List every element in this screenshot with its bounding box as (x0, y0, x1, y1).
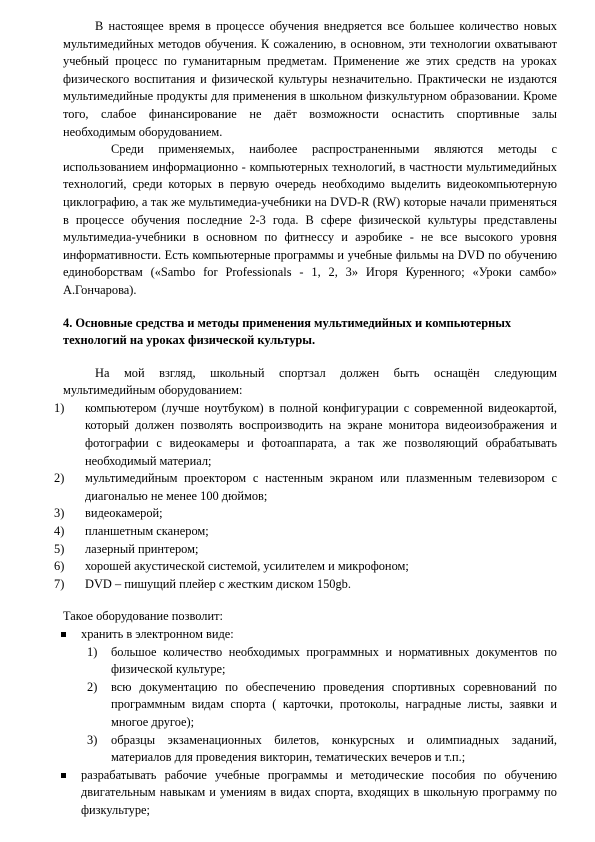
list-item-text: лазерный принтером; (85, 541, 199, 556)
intro-paragraph-1: В настоящее время в процессе обучения внедряется все большее количество новых мультимедийных методов обучения. К сожалению, в основном, эти технологии охватывают учебный процесс по гуманитарным предметам. Применение же этих средств на уроках физического воспитания и физической культуры незначительно. Практически не издаются мультимедийные продукты для применения в школьном физкультурном образовании. Кроме того, слабое финансирование не даёт возможности оснастить спортивные залы необходимым оборудованием. (63, 19, 557, 139)
list-item-text: DVD – пишущий плейер с жестким диском 150gb. (85, 576, 351, 591)
sublist-item (87, 732, 557, 767)
list-item-text: мультимедийным проектором с настенным экраном или плазменным телевизором с диагональю не менее 100 дюймов; (85, 471, 557, 503)
list-item (54, 505, 557, 523)
sublist-item-number: 1) (87, 644, 98, 659)
sublist-item-text: большое количество необходимых программных и нормативных документов по физической культуре; (111, 644, 557, 677)
sublist-item-text: образцы экзаменационных билетов, конкурсных и олимпиадных заданий, материалов для проведения викторин, тематических вечеров и т.п.; (111, 732, 557, 765)
list-item (54, 576, 557, 594)
bullet-text: разрабатывать рабочие учебные программы и методические пособия по обучению двигательным навыкам и умениям в видах спорта, входящих в школьную программу по физкультуре; (81, 767, 557, 817)
storage-sublist (81, 644, 557, 767)
square-bullet-icon (61, 773, 66, 778)
section-heading (63, 315, 557, 350)
list-item (54, 523, 557, 541)
sublist-item (87, 679, 557, 732)
list-item (54, 400, 557, 470)
list-item (54, 558, 557, 576)
bullet-text: хранить в электронном виде: (81, 627, 234, 641)
list-item-text: видеокамерой; (85, 506, 163, 521)
document-page (54, 18, 557, 820)
list-item-number: 5) (54, 541, 65, 556)
sublist-item-text: всю документацию по обеспечению проведения спортивных соревнований по программным видам спорта ( карточки, протоколы, наградные листы, заявки и многое другое); (111, 679, 557, 729)
list-item (54, 541, 557, 559)
list-item-text: планшетным сканером; (85, 524, 209, 539)
capabilities-list (63, 626, 557, 820)
list-item (54, 470, 557, 505)
sublist-item-number: 2) (87, 679, 98, 694)
section-heading-line-2: технологий на уроках физической культуры. (63, 333, 316, 348)
list-item-text: хорошей акустической системой, усилителем и микрофоном; (85, 559, 409, 574)
list-item-number: 4) (54, 524, 65, 539)
list-item-number: 1) (54, 400, 65, 415)
sublist-item (87, 644, 557, 679)
list-item-number: 2) (54, 471, 65, 486)
list-item-text: компьютером (лучше ноутбуком) в полной конфигурации с современной видеокартой, который должен позволять воспроизводить на экране монитора видеоизображения и фотографии с видеокамеры и фотоаппарата, а так же позволяющий обрабатывать необходимый материал; (85, 400, 557, 468)
list-item-number: 3) (54, 506, 65, 521)
list-item-number: 6) (54, 559, 65, 574)
bullet-item (63, 767, 557, 820)
square-bullet-icon (61, 632, 66, 637)
equipment-list (54, 400, 557, 594)
list-item-number: 7) (54, 576, 65, 591)
intro-paragraph-2: Среди применяемых, наиболее распространенными являются методы с использованием информационно - компьютерных технологий, в частности мультимедийных технологий, среди которых в первую очередь необходимо выделить видеокомпьютерную циклографию, а так же мультимедиа-учебники на DVD-R (RW) которые начали применяться в процессе обучения последние 2-3 года. В сфере физической культуры представлены мультимедиа-учебники в основном по фитнессу и аэробике - не все высокого уровня информативности. Есть компьютерные программы и учебные фильмы на DVD по обучению единоборствам («Sambo for Professionals - 1, 2, 3» Игоря Куренного; «Уроки самбо» А.Гончарова). (63, 142, 557, 297)
section-lead: На мой взгляд, школьный спортзал должен быть оснащён следующим мультимедийным оборудованием: (63, 365, 557, 398)
section-heading-line-1: 4. Основные средства и методы применения мультимедийных и компьютерных (63, 315, 512, 330)
allows-paragraph: Такое оборудование позволит: (63, 609, 223, 624)
sublist-item-number: 3) (87, 732, 98, 747)
bullet-item (63, 626, 557, 767)
